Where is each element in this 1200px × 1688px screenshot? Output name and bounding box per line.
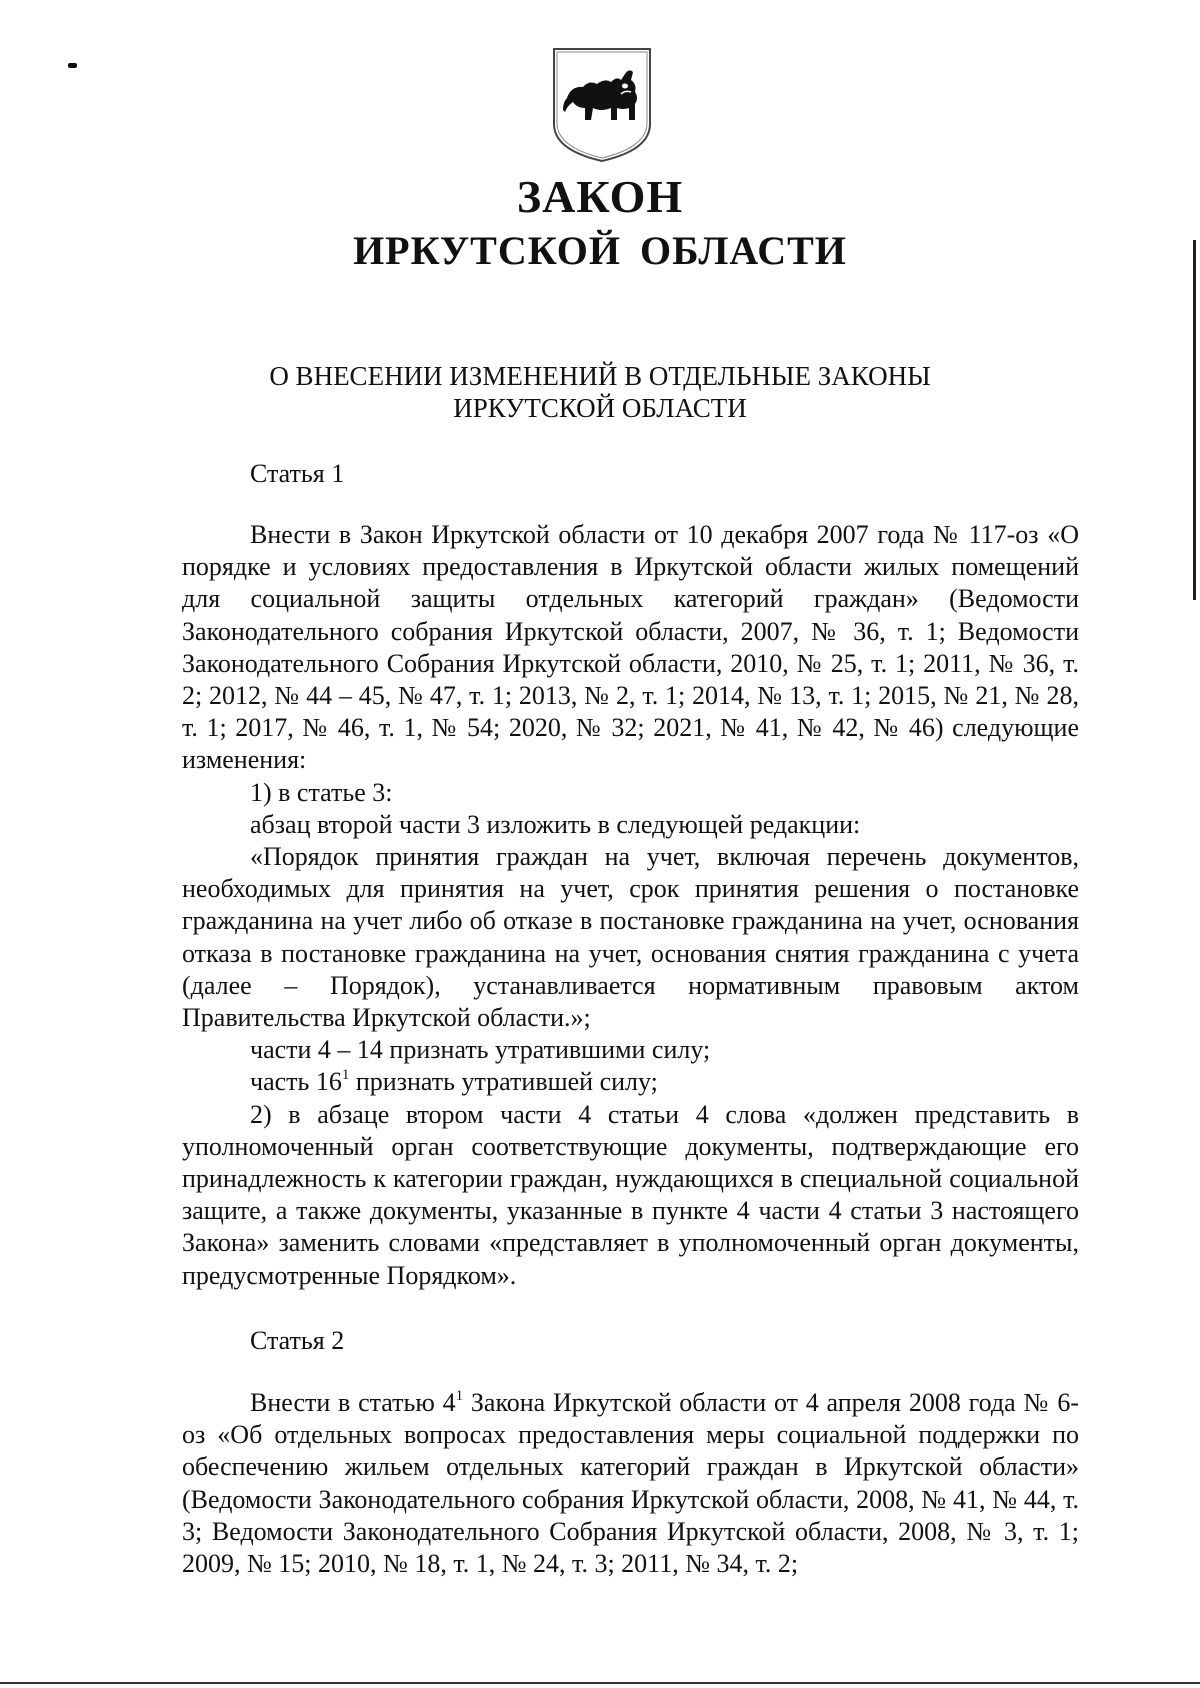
document-subtitle-line2: ИРКУТСКОЙ ОБЛАСТИ [453,393,747,423]
article-1-paragraph: «Порядок принятия граждан на учет, включая перечень документов, необходимых для принятия на учет, срок принятия решения о постановке гражданина на учет либо об отказе в постановке гражданина на учет, основания отказа в постановке гражданина на учет, основания снятия гражданина с учета (далее – Порядок), устанавливается нормативным правовым актом Правительства Иркутской области.»; [182,842,1079,1033]
text-fragment: Закона Иркутской области от 4 апреля 2008 года № 6-оз «Об отдельных вопросах предоставления меры социальной поддержки по обеспечению жильем отдельных категорий граждан в Иркутской области» (Ведомости Законодательного собрания Иркутской области, 2008, № 41, № 44, т. 3; Ведомости Законодательного Собрания Иркутской области, 2008, № 3, т. 1; 2009, № 15; 2010, № 18, т. 1, № 24, т. 3; 2011, № 34, т. 2; [182,1388,1079,1579]
superscript: 1 [341,1067,350,1084]
document-subtitle-line1: О ВНЕСЕНИИ ИЗМЕНЕНИЙ В ОТДЕЛЬНЫЕ ЗАКОНЫ [269,361,931,391]
article-1-paragraph: части 4 – 14 признать утратившими силу; [250,1035,711,1065]
superscript: 1 [455,1388,464,1404]
article-1-paragraph [182,1066,1079,1098]
article-1-body [182,519,1079,1292]
text-fragment: Внести в статью 4 [250,1388,456,1417]
coat-of-arms-icon [551,46,653,164]
article-1-heading: Статья 1 [250,459,345,488]
text-fragment: признать утратившей силу; [349,1067,658,1097]
scan-speck [68,63,77,68]
article-1-paragraph: Внести в Закон Иркутской области от 10 декабря 2007 года № 117-оз «О порядке и условиях предоставления в Иркутской области жилых помещений для социальной защиты отдельных категорий граждан» (Ведомости Законодательного собрания Иркутской области, 2007, № 36, т. 1; Ведомости Законодательного Собрания Иркутской области, 2010, № 25, т. 1; 2011, № 36, т. 2; 2012, № 44 – 45, № 47, т. 1; 2013, № 2, т. 1; 2014, № 13, т. 1; 2015, № 21, № 28, т. 1; 2017, № 46, т. 1, № 54; 2020, № 32; 2021, № 41, № 42, № 46) следующие изменения: [182,520,1079,775]
text-fragment: часть 16 [250,1067,342,1097]
article-2-paragraph [182,1387,1079,1580]
article-1-paragraph: абзац второй части 3 изложить в следующей редакции: [250,809,861,839]
document-title-region: ИРКУТСКОЙ ОБЛАСТИ [353,228,847,273]
article-1-paragraph: 1) в статье 3: [250,777,393,807]
article-1-paragraph: 2) в абзаце втором части 4 статьи 4 слова «должен представить в уполномоченный орган соответствующие документы, подтверждающие его принадлежность к категории граждан, нуждающихся в специальной социальной защите, а также документы, указанные в пункте 4 части 4 статьи 3 настоящего Закона» заменить словами «представляет в уполномоченный орган документы, предусмотренные Порядком». [182,1099,1079,1290]
article-2-body [182,1387,1079,1580]
document-title: ЗАКОН [516,171,684,222]
article-2-heading: Статья 2 [250,1326,345,1355]
scan-edge-bottom [0,1682,1200,1684]
